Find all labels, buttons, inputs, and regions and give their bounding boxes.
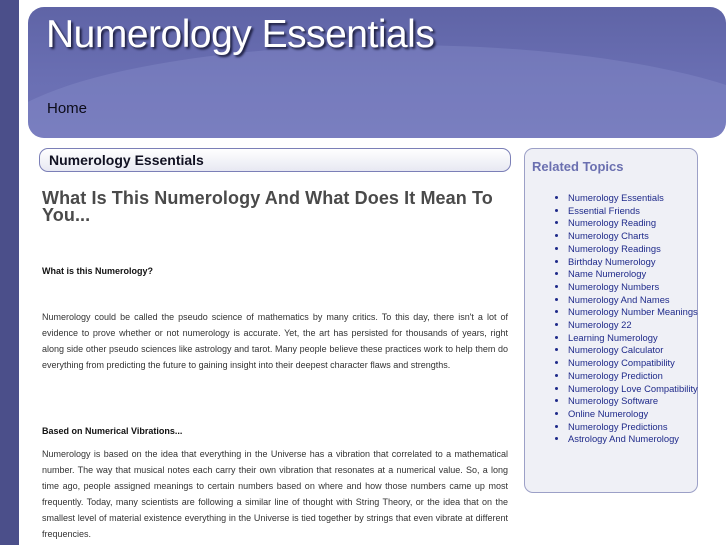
related-topic-link[interactable]: Numerology Love Compatibility: [568, 382, 698, 394]
section-heading: Based on Numerical Vibrations...: [42, 426, 183, 436]
related-topic-link[interactable]: Learning Numerology: [568, 331, 658, 343]
site-title: Numerology Essentials: [46, 13, 435, 56]
related-topic-link[interactable]: Numerology Prediction: [568, 369, 663, 381]
header-wave-decoration: [28, 45, 726, 138]
sidebar-title: Related Topics: [532, 159, 624, 174]
related-topic-link[interactable]: Numerology Predictions: [568, 420, 668, 432]
list-item: [568, 205, 711, 218]
main-title-bar: [39, 148, 511, 172]
list-item: [568, 256, 711, 269]
section-body: Numerology could be called the pseudo science of mathematics by many critics. To this day, there isn't a lot of evidence to prove whether or not numerology is accurate. Yet, the art has persisted for thousands of years, right along side other pseudo sciences like astrology and tarot. Many people believe these practices work to help them do everything from predicting the future to gaining insight into their deepest character flaws and strengths.: [42, 312, 508, 370]
list-item: [568, 319, 711, 332]
related-topic-link[interactable]: Online Numerology: [568, 407, 649, 419]
related-topic-link[interactable]: Numerology 22: [568, 319, 632, 331]
main-title-bar-label: Numerology Essentials: [49, 152, 204, 168]
list-item: [568, 408, 711, 421]
related-topic-link[interactable]: Numerology Number Meanings: [568, 306, 698, 318]
list-item: [568, 421, 711, 434]
related-topic-link[interactable]: Essential Friends: [568, 204, 640, 216]
list-item: [568, 306, 711, 319]
list-item: [568, 344, 711, 357]
related-topics-sidebar: [524, 148, 698, 493]
related-topic-link[interactable]: Numerology Readings: [568, 242, 661, 254]
related-topics-list: [551, 192, 711, 446]
article: [42, 188, 510, 539]
list-item: [568, 217, 711, 230]
related-topic-link[interactable]: Numerology Essentials: [568, 192, 664, 203]
site-header: [28, 7, 726, 138]
related-topic-link[interactable]: Numerology And Names: [568, 293, 670, 305]
section-body: Numerology is based on the idea that everything in the Universe has a vibration that correlated to a mathematical number. The way that musical notes each carry their own vibration that resonates at a numerical value. So, a long time ago, people assigned meanings to certain numbers based on where and how those numbers came up most frequently. Today, many scientists are following a similar line of thought with String Theory, or the idea that on the smallest level of material existence everything in the Universe is tied together by strings that even vibrate at different frequencies.: [42, 449, 508, 539]
related-topic-link[interactable]: Numerology Calculator: [568, 344, 664, 356]
related-topic-link[interactable]: Numerology Numbers: [568, 280, 660, 292]
related-topic-link[interactable]: Astrology And Numerology: [568, 433, 679, 445]
list-item: [568, 192, 711, 205]
article-title: What Is This Numerology And What Does It Mean To You...: [42, 188, 493, 225]
list-item: [568, 281, 711, 294]
list-item: [568, 230, 711, 243]
list-item: [568, 395, 711, 408]
list-item: [568, 433, 711, 446]
related-topic-link[interactable]: Name Numerology: [568, 268, 647, 280]
list-item: [568, 383, 711, 396]
list-item: [568, 294, 711, 307]
list-item: [568, 370, 711, 383]
related-topic-link[interactable]: Numerology Compatibility: [568, 357, 675, 369]
list-item: [568, 268, 711, 281]
related-topic-link[interactable]: Numerology Reading: [568, 217, 657, 229]
related-topic-link[interactable]: Birthday Numerology: [568, 255, 656, 267]
nav-home-link[interactable]: Home: [47, 100, 88, 117]
list-item: [568, 332, 711, 345]
section-heading: What is this Numerology?: [42, 266, 154, 276]
related-topic-link[interactable]: Numerology Charts: [568, 230, 649, 242]
list-item: [568, 243, 711, 256]
list-item: [568, 357, 711, 370]
related-topic-link[interactable]: Numerology Software: [568, 395, 659, 407]
